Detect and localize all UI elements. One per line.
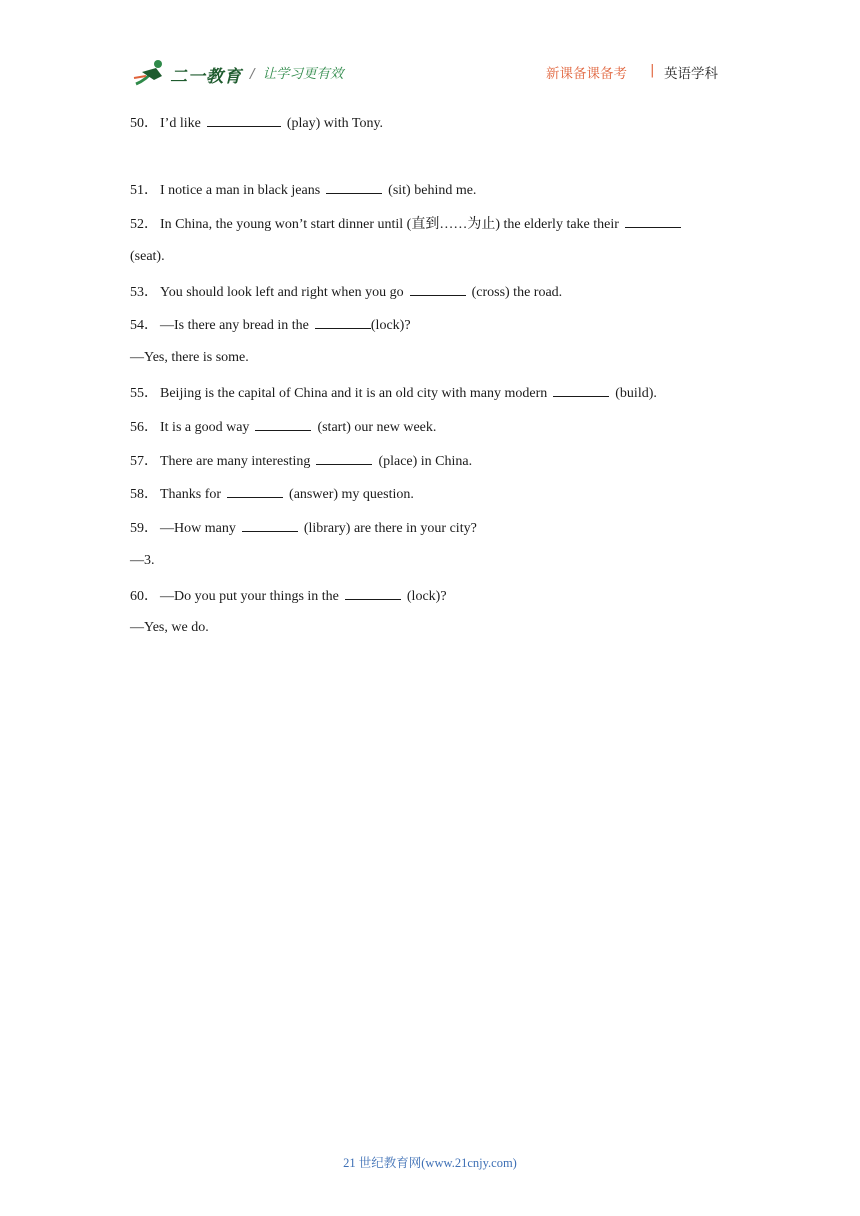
question-56: 56． It is a good way (start) our new week. (130, 416, 436, 438)
question-59: 59． —How many (library) are there in your city? (130, 517, 477, 539)
header-separator: | (650, 62, 655, 78)
question-57: 57． There are many interesting (place) in China. (130, 450, 472, 472)
slogan: / 让学习更有效 (250, 66, 344, 82)
logo-text: 二一教育 (170, 67, 242, 87)
question-52: 52． In China, the young won’t start dinner until (直到……为止) the elderly take their (130, 213, 687, 235)
course-label: 新课备课备考 (546, 66, 627, 82)
question-60: 60． —Do you put your things in the (lock)? (130, 585, 447, 607)
question-58: 58． Thanks for (answer) my question. (130, 483, 414, 505)
question-54-reply: —Yes, there is some. (130, 350, 249, 365)
page-header (0, 0, 860, 100)
question-54: 54． —Is there any bread in the (lock)? (130, 314, 411, 336)
question-50: 50． I’d like (play) with Tony. (130, 112, 383, 134)
question-55: 55． Beijing is the capital of China and it is an old city with many modern (build). (130, 382, 657, 404)
question-52-continuation: (seat). (130, 249, 165, 264)
question-59-reply: —3. (130, 553, 155, 568)
page-footer[interactable]: 21 世纪教育网(www.21cnjy.com) (343, 1156, 517, 1170)
question-60-reply: —Yes, we do. (130, 620, 209, 635)
question-53: 53． You should look left and right when you go (cross) the road. (130, 281, 562, 303)
question-51: 51． I notice a man in black jeans (sit) behind me. (130, 179, 476, 201)
subject-label: 英语学科 (664, 66, 718, 82)
